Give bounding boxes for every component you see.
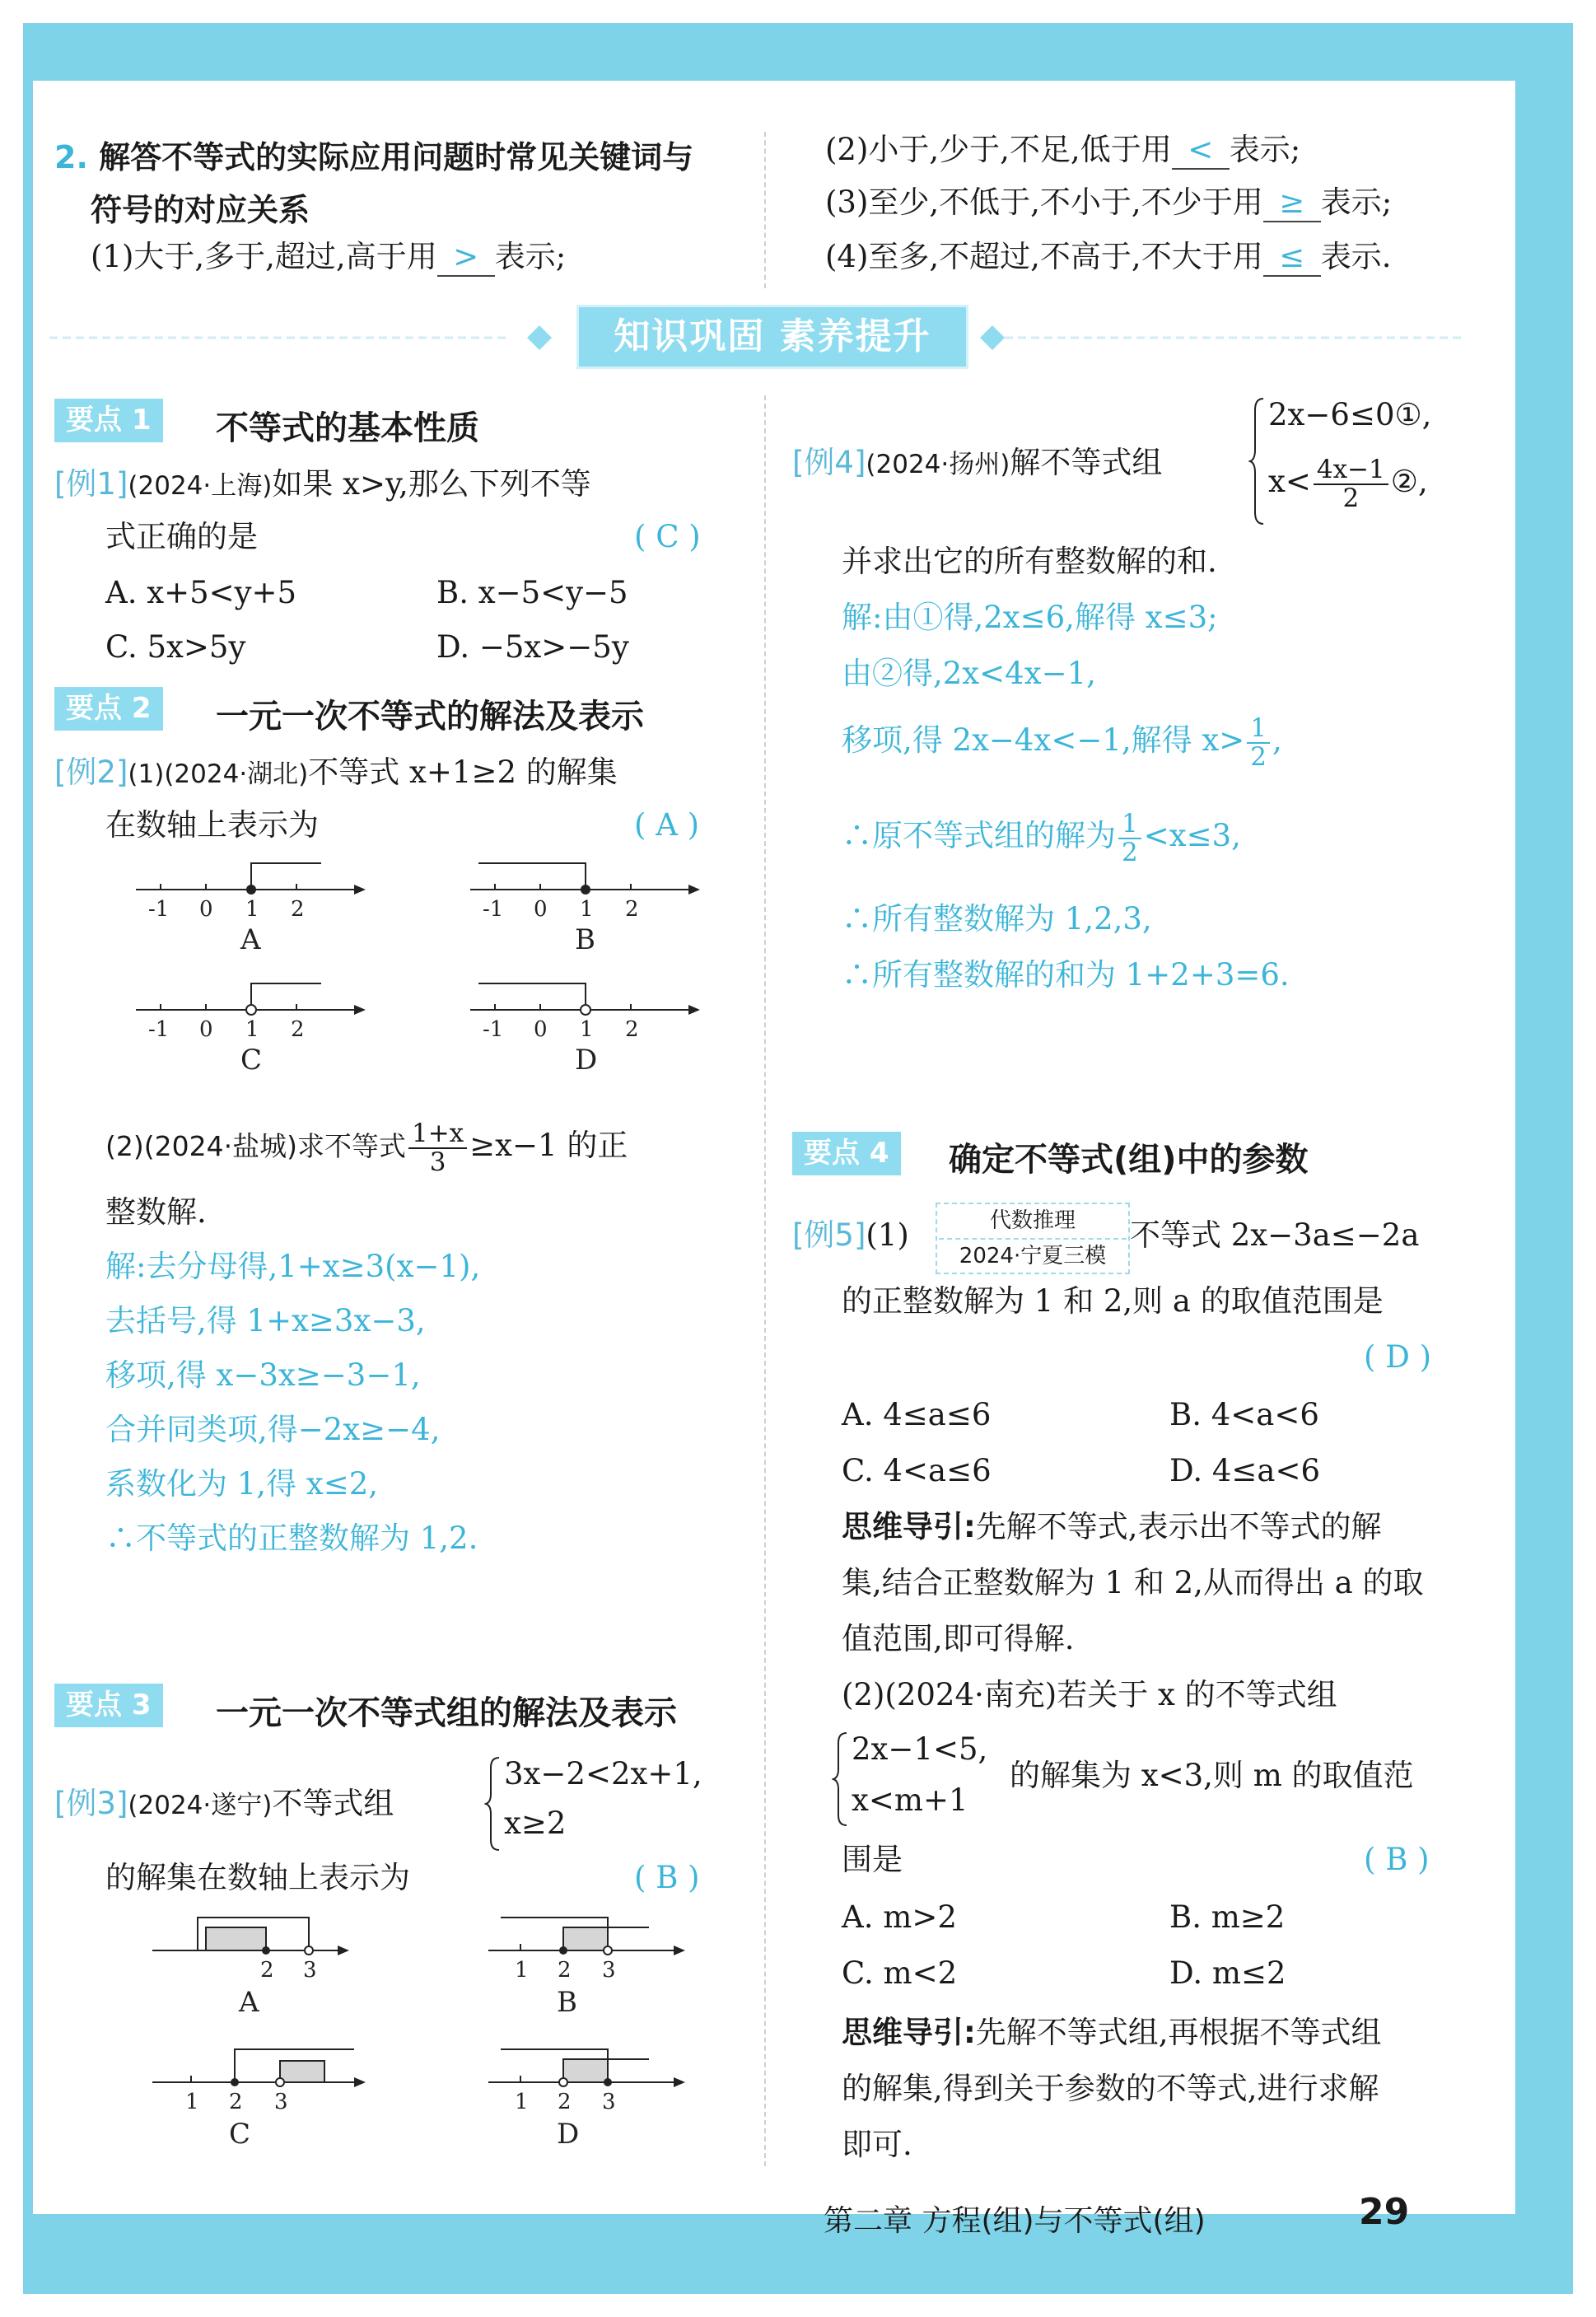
option-label-c: C [229,2118,251,2150]
relation-1-blank: > [437,239,495,277]
number-line-3b [484,1911,731,2018]
example-5-system-1: 2x−1<5, [852,1731,988,1767]
example-5-line1 [792,1217,909,1254]
option-label-b: B [575,923,595,955]
solution-4-line6: ∴所有整数解的和为 1+2+3=6. [842,957,1290,993]
badge-source: 2024·宁夏三模 [959,1243,1107,1268]
hint-1-label: 思维导引: [842,1509,976,1544]
relation-3-text: (3)至少,不低于,不小于,不少于用 [825,185,1263,220]
hint-1-line3: 值范围,即可得解. [842,1621,1075,1656]
relation-2-blank: < [1172,132,1230,170]
fraction [1247,715,1270,770]
option-label-c: C [240,1044,263,1076]
tick-label: 3 [602,2090,616,2114]
relation-1-text: (1)大于,多于,超过,高于用 [91,239,437,274]
brace-icon [832,1730,850,1829]
tick-label: 3 [602,1958,616,1983]
example-5-option-b: B. 4<a<6 [1169,1397,1319,1432]
item2-title [54,132,693,177]
solution-4-line3 [842,715,1282,770]
fraction-numerator: 1+x [408,1120,467,1149]
hint-1-line1 [842,1509,1382,1545]
relation-3 [825,185,1392,222]
tick-label: 2 [291,897,305,922]
fraction-numerator: 1 [1118,810,1141,839]
example-4-system-2-suffix: ②, [1390,464,1428,500]
relation-4 [825,239,1391,277]
relation-2 [825,132,1300,170]
fraction-numerator: 1 [1247,715,1270,744]
tick-label: 1 [580,1017,594,1042]
example-5-answer-2: ( B ) [1364,1842,1430,1877]
solution-4-line3-suffix: , [1272,722,1282,759]
example-1-line2: 式正确的是 [105,519,258,554]
hint-2-label: 思维导引: [842,2015,976,2050]
tick-label: 3 [303,1958,317,1983]
solution-4-line5: ∴所有整数解为 1,2,3, [842,901,1152,937]
example-1-option-c: C. 5x>5y [105,629,246,665]
hint-1-text: 先解不等式,表示出不等式的解 [975,1509,1382,1544]
relation-3-blank: ≥ [1263,185,1321,222]
key-point-3-tag: 要点 3 [54,1684,163,1727]
example-3-question: 不等式组 [272,1786,394,1821]
key-point-4-title: 确定不等式(组)中的参数 [949,1141,1309,1179]
tick-label: 0 [534,897,548,922]
solution-2-line4: 合并同类项,得−2x≥−4, [105,1412,441,1447]
brace-icon [1248,395,1267,527]
relation-1 [91,239,566,277]
example-5-part2-line2: 的解集为 x<3,则 m 的取值范 [1010,1758,1414,1793]
option-label-a: A [239,1986,259,2018]
brace-icon [484,1754,502,1853]
hint-1-line2: 集,结合正整数解为 1 和 2,从而得出 a 的取 [842,1565,1424,1600]
relation-4-blank: ≤ [1263,239,1321,277]
fraction-numerator: 4x−1 [1314,456,1388,485]
example-4-system-2-prefix: x< [1268,464,1311,500]
solution-4-line4-suffix: <x≤3, [1143,818,1241,854]
footer-chapter: 第二章 方程(组)与不等式(组) [824,2204,1206,2238]
key-point-2-tag: 要点 2 [54,687,163,731]
page-number: 29 [1359,2191,1410,2233]
example-5-option-d: D. 4≤a<6 [1169,1453,1321,1488]
number-line-3c [148,2043,395,2150]
option-label-a: A [240,923,261,955]
relation-2-text: (2)小于,少于,不足,低于用 [825,132,1172,167]
relation-1-suffix: 表示; [494,239,567,274]
example-1-option-a: A. x+5<y+5 [105,575,297,610]
hint-2-line3: 即可. [842,2127,912,2162]
example-2-part2-prefix: (2)(2024·盐城)求不等式 [105,1130,406,1163]
example-5-part: (1) [866,1217,909,1253]
example-2-part2-suffix: ≥x−1 的正 [469,1128,628,1164]
example-5-part2-line3: 围是 [842,1842,903,1877]
solution-4-line4-text: ∴原不等式组的解为 [842,818,1116,854]
example-2-part2-line2: 整数解. [105,1194,207,1230]
fraction-denominator: 3 [429,1147,446,1177]
example-5-question: 不等式 2x−3a≤−2a [1130,1217,1420,1253]
tick-label: -1 [483,1017,504,1042]
example-5-part2-option-c: C. m<2 [842,1955,958,1991]
tick-label: -1 [148,1017,170,1042]
item2-title-line2: 符号的对应关系 [91,192,310,228]
tick-label: 3 [274,2090,288,2114]
example-5-part2-line1: (2)(2024·南充)若关于 x 的不等式组 [842,1677,1337,1712]
example-2-question: 不等式 x+1≥2 的解集 [308,754,618,790]
tick-label: 2 [558,2090,572,2114]
solution-2-line3: 移项,得 x−3x≥−3−1, [105,1357,421,1393]
example-5-label: [例5] [792,1217,866,1253]
example-1-line1 [54,466,591,502]
solution-2-line5: 系数化为 1,得 x≤2, [105,1466,378,1502]
tick-label: 1 [245,897,259,922]
example-5-answer-1: ( D ) [1364,1339,1432,1375]
example-2-line1 [54,754,618,791]
key-point-1-tag: 要点 1 [54,399,163,442]
tick-label: 1 [515,1958,529,1983]
fraction [1314,456,1388,512]
example-3-line2: 的解集在数轴上表示为 [105,1860,410,1895]
solution-4-line4 [842,810,1241,866]
number-line-2b [466,857,721,955]
hint-2-text: 先解不等式组,再根据不等式组 [975,2015,1382,2050]
tick-label: 2 [291,1017,305,1042]
top-column-divider [764,132,766,288]
number-line-2c [132,977,387,1076]
solution-2-line1: 解:去分母得,1+x≥3(x−1), [105,1249,481,1284]
example-5-line2: 的正整数解为 1 和 2,则 a 的取值范围是 [842,1283,1384,1319]
solution-2-line2: 去括号,得 1+x≥3x−3, [105,1303,426,1338]
example-5-part2-option-d: D. m≤2 [1169,1955,1286,1991]
example-4-system-2 [1268,456,1428,512]
example-3-answer: ( B ) [634,1860,700,1895]
example-3-line1 [54,1786,394,1822]
tick-label: 2 [260,1958,274,1983]
example-1-label: [例1] [54,466,128,502]
example-5-option-a: A. 4≤a≤6 [842,1397,992,1432]
example-5-part2-option-b: B. m≥2 [1169,1899,1286,1935]
example-3-source: (2024·遂宁) [128,1791,273,1820]
example-4-line1 [792,445,1162,481]
example-2-answer: ( A ) [634,807,700,843]
example-2-label: [例2] [54,754,128,790]
option-label-d: D [575,1044,598,1076]
number-line-2a [132,857,387,955]
solution-4-line3-text: 移项,得 2x−4x<−1,解得 x> [842,722,1245,759]
key-point-3-title: 一元一次不等式组的解法及表示 [216,1694,677,1732]
fraction [408,1120,467,1175]
key-point-1-title: 不等式的基本性质 [216,409,479,447]
example-5-system-2: x<m+1 [852,1782,968,1818]
fraction-denominator: 2 [1342,483,1360,513]
option-label-d: D [557,2118,580,2150]
option-label-b: B [557,1986,577,2018]
number-line-3d [484,2043,731,2150]
example-3-label: [例3] [54,1786,128,1821]
example-5-part2-option-a: A. m>2 [842,1899,957,1935]
solution-4-line1: 解:由①得,2x≤6,解得 x≤3; [842,600,1218,635]
number-line-3a [148,1911,395,2018]
example-2-line2: 在数轴上表示为 [105,807,319,843]
tick-label: 1 [580,897,594,922]
badge-category: 代数推理 [939,1208,1127,1240]
example-1-option-b: B. x−5<y−5 [436,575,628,610]
example-2-source: (1)(2024·湖北) [128,759,309,789]
item2-number: 2. [54,139,88,175]
tick-label: 1 [185,2090,199,2114]
item2-title-line1: 解答不等式的实际应用问题时常见关键词与 [99,139,694,175]
relation-3-suffix: 表示; [1320,185,1393,220]
tick-label: 1 [515,2090,529,2114]
relation-4-text: (4)至多,不超过,不高于,不大于用 [825,239,1263,274]
fraction-denominator: 2 [1250,741,1267,772]
example-4-line2: 并求出它的所有整数解的和. [842,544,1217,579]
example-1-source: (2024·上海) [128,471,273,501]
tick-label: 2 [558,1958,572,1983]
tick-label: 0 [534,1017,548,1042]
tick-label: -1 [148,897,170,922]
key-point-4-tag: 要点 4 [792,1132,901,1175]
example-1-option-d: D. −5x>−5y [436,629,629,665]
section-banner: 知识巩固 素养提升 [576,305,968,369]
example-3-system-1: 3x−2<2x+1, [504,1756,702,1791]
solution-4-line2: 由②得,2x<4x−1, [842,656,1096,691]
example-4-system-1: 2x−6≤0①, [1268,397,1432,432]
example-4-question: 解不等式组 [1010,445,1163,480]
solution-2-line6: ∴不等式的正整数解为 1,2. [105,1521,478,1556]
relation-4-suffix: 表示. [1320,239,1392,274]
tick-label: 0 [199,1017,213,1042]
tick-label: 2 [625,897,639,922]
example-4-source: (2024·扬州) [866,450,1010,479]
tick-label: 2 [229,2090,243,2114]
example-3-system-2: x≥2 [504,1805,567,1841]
main-column-divider [764,395,766,2166]
relation-2-suffix: 表示; [1229,132,1301,167]
tick-label: 1 [245,1017,259,1042]
example-5-option-c: C. 4<a≤6 [842,1453,992,1488]
key-point-2-title: 一元一次不等式的解法及表示 [216,698,644,736]
tick-label: 0 [199,897,213,922]
tick-label: 2 [625,1017,639,1042]
fraction [1118,810,1141,866]
difficulty-badge [936,1203,1130,1274]
tick-label: -1 [483,897,504,922]
hint-2-line2: 的解集,得到关于参数的不等式,进行求解 [842,2071,1379,2106]
example-2-part2 [105,1120,628,1175]
fraction-denominator: 2 [1122,837,1138,867]
number-line-2d [466,977,721,1076]
hint-2-line1 [842,2015,1382,2051]
example-1-question: 如果 x>y,那么下列不等 [272,466,591,502]
example-4-label: [例4] [792,445,866,480]
example-1-answer: ( C ) [634,519,701,554]
